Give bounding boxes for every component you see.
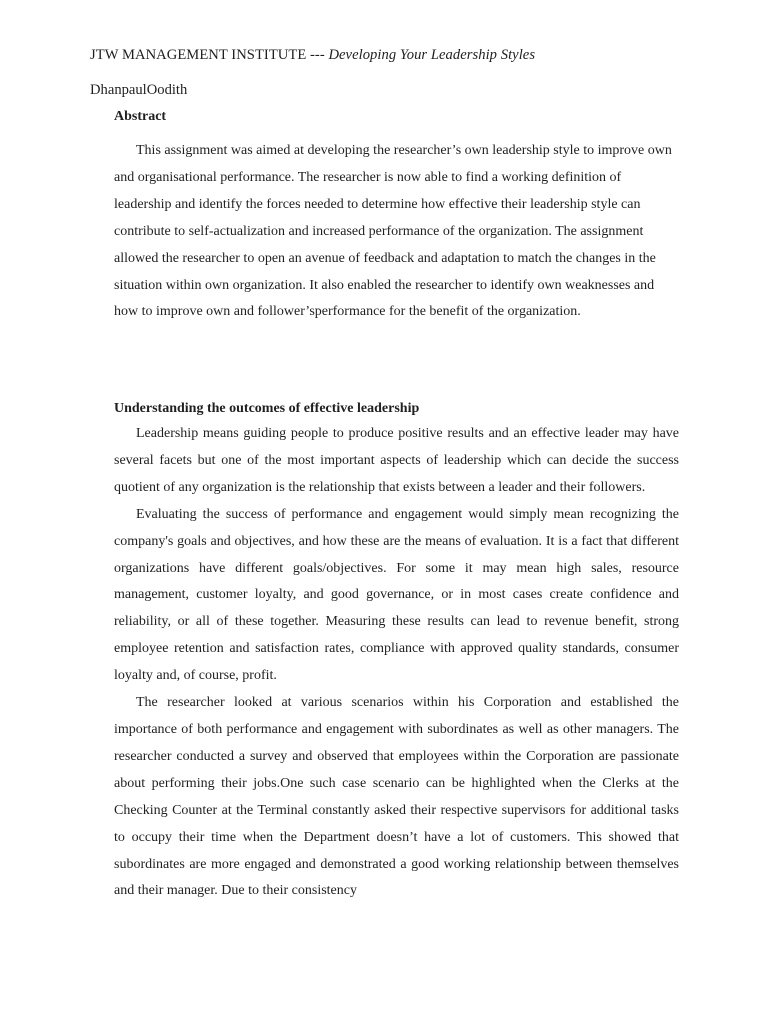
- document-subtitle: Developing Your Leadership Styles: [328, 47, 536, 63]
- abstract-paragraph: This assignment was aimed at developing the researcher’s own leadership style to improve own and organisational performance. The researcher is now able to find a working definition of leadership and identify the forces needed to determine how effective their leadership style can contribute to self-actualization and increased performance of the organization. The assignment allowed the researcher to open an avenue of feedback and adaptation to match the changes in the situation within own organization. It also enabled the researcher to identify own weaknesses and how to improve own and follower’sperformance for the benefit of the organization.: [114, 143, 672, 320]
- abstract-heading: Abstract: [114, 109, 167, 124]
- author-name: DhanpaulOodith: [90, 82, 188, 98]
- section-paragraph-1: Leadership means guiding people to produce positive results and an effective leader may have several facets but one of the most important aspects of leadership which can decide the success quotient of any organization is the relationship that exists between a leader and their followers.: [114, 426, 679, 495]
- document-header: [90, 47, 535, 64]
- section-body: [114, 421, 679, 905]
- institute-name: JTW MANAGEMENT INSTITUTE ---: [90, 47, 329, 63]
- abstract-body: [114, 138, 679, 326]
- section-paragraph-2: Evaluating the success of performance and engagement would simply mean recognizing the company's goals and objectives, and how these are the means of evaluation. It is a fact that different organizations have different goals/objectives. For some it may mean high sales, resource management, customer loyalty, and good governance, or in most cases create confidence and reliability, or all of these together. Measuring these results can lead to revenue benefit, strong employee retention and satisfaction rates, compliance with approved quality standards, consumer loyalty and, of course, profit.: [114, 506, 679, 684]
- section-paragraph-3: The researcher looked at various scenarios within his Corporation and established the importance of both performance and engagement with subordinates as well as other managers. The researcher conducted a survey and observed that employees within the Corporation are passionate about performing their jobs.One such case scenario can be highlighted when the Clerks at the Checking Counter at the Terminal constantly asked their respective supervisors for additional tasks to occupy their time when the Department doesn’t have a lot of customers. This showed that subordinates are more engaged and demonstrated a good working relationship between themselves and their manager. Due to their consistency: [114, 695, 679, 899]
- section-heading: Understanding the outcomes of effective leadership: [114, 401, 420, 416]
